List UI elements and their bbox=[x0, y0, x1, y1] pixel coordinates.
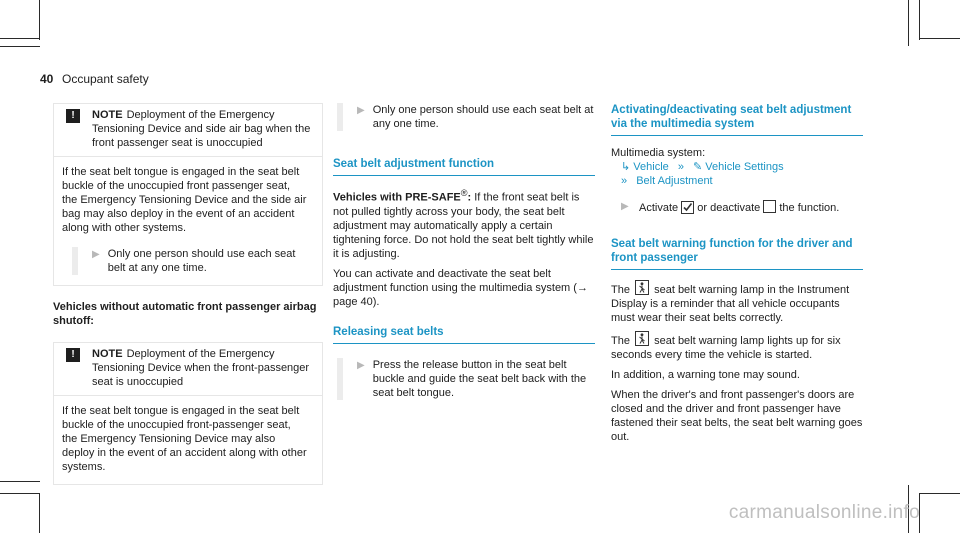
menu-vehicle: Vehicle bbox=[633, 161, 669, 173]
crop-mark bbox=[920, 38, 960, 39]
exclamation-icon: ! bbox=[66, 109, 80, 123]
note-header bbox=[54, 104, 322, 157]
section-title: Occupant safety bbox=[62, 72, 149, 86]
note-text: If the seat belt tongue is engaged in the seat belt buckle of the unoccupied front passenger seat, the Emergency Tensioning Device and the side air bag may also deploy in the event of an accident along with other systems. bbox=[62, 166, 307, 234]
instruction-step bbox=[337, 358, 595, 400]
pre-safe-colon: : bbox=[467, 191, 472, 204]
crop-mark bbox=[0, 493, 40, 494]
note-body bbox=[54, 157, 322, 285]
note-summary: Deployment of the Emergency Tensioning Device when the front-passenger seat is unoccupied bbox=[92, 348, 310, 388]
note-header bbox=[54, 343, 322, 396]
step-bar bbox=[72, 247, 100, 275]
menu-path-2 bbox=[621, 174, 863, 188]
crop-mark bbox=[0, 38, 40, 39]
paragraph-part: The bbox=[611, 284, 630, 296]
checkbox-empty-icon bbox=[763, 200, 776, 213]
arrow-right-icon: ▶ bbox=[357, 105, 365, 116]
paragraph-part: seat belt warning lamp lights up for six seconds every time the vehicle is started. bbox=[611, 335, 841, 361]
paragraph: In addition, a warning tone may sound. bbox=[611, 369, 800, 381]
instruction-step bbox=[337, 103, 595, 131]
column-right bbox=[611, 103, 863, 444]
note-box-passenger-airbag bbox=[53, 103, 323, 286]
checkbox-checked-icon bbox=[681, 201, 694, 214]
seatbelt-warning-icon bbox=[635, 280, 649, 295]
note-summary: Deployment of the Emergency Tensioning Device and side air bag when the front passenger seat is unoccupied bbox=[92, 109, 311, 149]
column-middle bbox=[333, 103, 595, 400]
column-left bbox=[53, 103, 323, 485]
note-box-tensioning bbox=[53, 342, 323, 485]
crop-mark bbox=[908, 0, 909, 46]
step-text bbox=[633, 200, 839, 215]
crop-mark bbox=[920, 493, 960, 494]
step-text-part: Activate bbox=[639, 202, 679, 214]
paragraph-part: The bbox=[611, 335, 630, 347]
paragraph bbox=[333, 186, 595, 261]
paragraph bbox=[611, 331, 863, 362]
note-title: NOTE bbox=[92, 348, 123, 360]
crop-mark bbox=[919, 0, 920, 40]
instruction-step bbox=[611, 200, 863, 215]
paragraph: You can activate and deactivate the seat belt adjustment function using the multimedia system (→ page 40). bbox=[333, 267, 588, 308]
double-chevron-icon: » bbox=[621, 175, 628, 187]
step-bar bbox=[337, 103, 365, 131]
watermark: carmanualsonline.info bbox=[728, 502, 920, 523]
step-text-part: the function. bbox=[779, 202, 840, 214]
step-bar bbox=[337, 358, 365, 400]
menu-path-1 bbox=[621, 160, 863, 174]
step-text: Press the release button in the seat belt buckle and guide the seat belt back with the seat belt tongue. bbox=[372, 358, 587, 399]
crop-mark bbox=[39, 493, 40, 533]
step-text: Only one person should use each seat belt at any one time. bbox=[372, 104, 594, 130]
exclamation-icon: ! bbox=[66, 348, 80, 362]
section-heading: Activating/deactivating seat belt adjustment via the multimedia system bbox=[611, 103, 863, 136]
page-number: 40 bbox=[40, 72, 54, 86]
double-chevron-icon: » bbox=[677, 161, 684, 173]
step-text-part: or deactivate bbox=[697, 202, 761, 214]
crop-mark bbox=[0, 481, 40, 482]
crop-mark bbox=[0, 46, 40, 47]
paragraph-text: If the front seat belt is not pulled tightly across your body, the seat belt adjustment may automatically apply a certain tightening force. Do not hold the seat belt tightly while it is adjusting. bbox=[333, 191, 594, 260]
note-text: If the seat belt tongue is engaged in the seat belt buckle of the unoccupied front-passenger seat, the Emergency Tensioning Device may also deploy in the event of an accident along with other systems. bbox=[62, 405, 307, 473]
paragraph bbox=[611, 280, 863, 325]
arrow-right-icon: ▶ bbox=[621, 201, 629, 212]
return-arrow-icon: ↳ bbox=[621, 161, 631, 173]
settings-icon: ✎ bbox=[693, 161, 703, 173]
pre-safe-label: Vehicles with PRE-SAFE bbox=[333, 191, 461, 204]
step-text: Only one person should use each seat belt at any one time. bbox=[107, 248, 296, 274]
section-heading: Seat belt warning function for the driver and front passenger bbox=[611, 237, 863, 270]
multimedia-label: Multimedia system: bbox=[611, 147, 706, 159]
section-heading: Seat belt adjustment function bbox=[333, 157, 595, 176]
arrow-right-icon: ▶ bbox=[92, 249, 100, 260]
arrow-right-icon: ▶ bbox=[357, 359, 365, 371]
note-title: NOTE bbox=[92, 109, 123, 121]
note-body bbox=[54, 396, 322, 484]
section-heading: Releasing seat belts bbox=[333, 325, 595, 344]
seatbelt-warning-icon bbox=[635, 331, 649, 346]
menu-belt-adjustment: Belt Adjustment bbox=[636, 175, 713, 187]
subheading: Vehicles without automatic front passenger airbag shutoff: bbox=[53, 301, 317, 327]
menu-vehicle-settings: Vehicle Settings bbox=[705, 161, 784, 173]
paragraph: When the driver's and front passenger's doors are closed and the driver and front passenger have fastened their seat belts, the seat belt warning goes out. bbox=[611, 389, 863, 443]
crop-mark bbox=[39, 0, 40, 40]
registered-mark: ® bbox=[460, 188, 468, 198]
instruction-step bbox=[72, 247, 314, 275]
paragraph-part: seat belt warning lamp in the Instrument Display is a reminder that all vehicle occupants must wear their seat belts correctly. bbox=[611, 284, 850, 324]
